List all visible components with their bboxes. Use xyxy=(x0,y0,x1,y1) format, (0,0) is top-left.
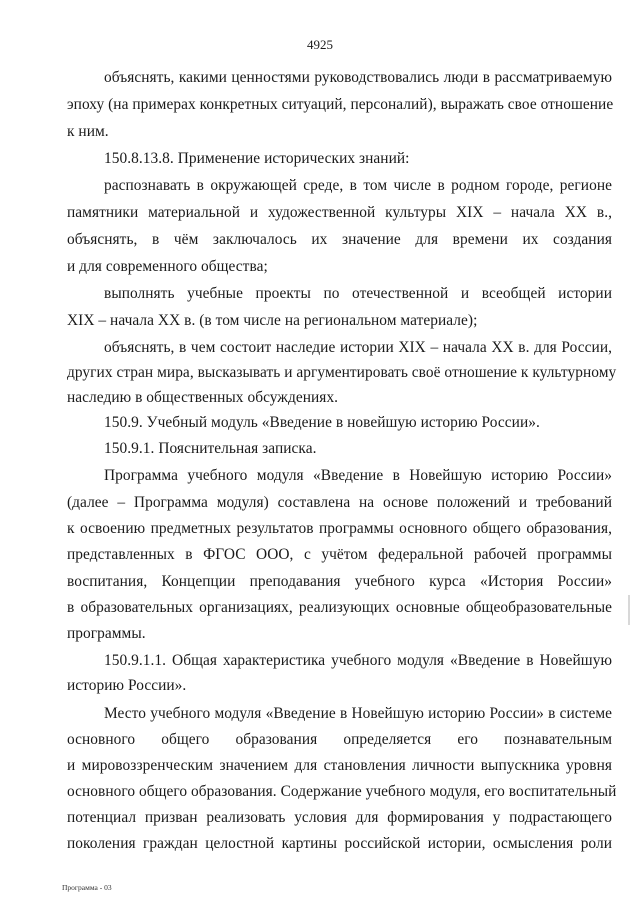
text-line: объяснять, в чём заключалось их значение для времени их создания xyxy=(67,231,612,248)
text-line: основного общего образования. Содержание учебного модуля, его воспитательный xyxy=(67,783,617,800)
text-line: к ним. xyxy=(67,123,109,140)
text-line: в образовательных организациях, реализующих основные общеобразовательные xyxy=(67,599,612,616)
text-line: представленных в ФГОС ООО, с учётом федеральной рабочей программы xyxy=(67,546,612,563)
text-line: объяснять, в чем состоит наследие истории XIX – начала XX в. для России, xyxy=(104,339,612,356)
text-line: поколения граждан целостной картины российской истории, осмысления роли xyxy=(67,835,612,852)
text-line: наследию в общественных обсуждениях. xyxy=(67,389,339,406)
scan-artifact xyxy=(628,595,630,625)
text-line: объяснять, какими ценностями руководствовались люди в рассматриваемую xyxy=(104,69,612,86)
text-line: Место учебного модуля «Введение в Новейшую историю России» в системе xyxy=(104,705,612,722)
text-line: основного общего образования определяется его познавательным xyxy=(67,731,612,748)
text-line: (далее – Программа модуля) составлена на основе положений и требований xyxy=(67,494,612,511)
section-heading: 150.8.13.8. Применение исторических знаний: xyxy=(104,150,410,167)
section-heading: 150.9. Учебный модуль «Введение в новейшую историю России». xyxy=(104,414,540,431)
text-line: эпоху (на примерах конкретных ситуаций, персоналий), выражать свое отношение xyxy=(67,96,614,113)
text-line: и для современного общества; xyxy=(67,258,268,275)
text-line: и мировоззренческим значением для становления личности выпускника уровня xyxy=(67,757,612,774)
text-line: воспитания, Концепции преподавания учебного курса «История России» xyxy=(67,573,612,590)
section-heading: 150.9.1.1. Общая характеристика учебного модуля «Введение в Новейшую xyxy=(104,652,612,669)
text-line: памятники материальной и художественной культуры XIX – начала XX в., xyxy=(67,204,612,221)
section-heading: 150.9.1. Пояснительная записка. xyxy=(104,440,317,457)
text-line: других стран мира, высказывать и аргументировать своё отношение к культурному xyxy=(67,364,617,381)
text-line: распознавать в окружающей среде, в том числе в родном городе, регионе xyxy=(104,177,612,194)
text-line: программы. xyxy=(67,625,146,642)
text-line: к освоению предметных результатов программы основного общего образования, xyxy=(67,520,612,537)
page-number: 4925 xyxy=(307,37,333,52)
text-line: выполнять учебные проекты по отечественной и всеобщей истории xyxy=(104,285,612,302)
text-line: потенциал призван реализовать условия для формирования у подрастающего xyxy=(67,809,612,826)
text-line: XIX – начала XX в. (в том числе на региональном материале); xyxy=(67,312,478,329)
section-heading: историю России». xyxy=(67,677,187,694)
text-line: Программа учебного модуля «Введение в Новейшую историю России» xyxy=(104,467,612,484)
footer-label: Программа - 03 xyxy=(62,883,112,892)
